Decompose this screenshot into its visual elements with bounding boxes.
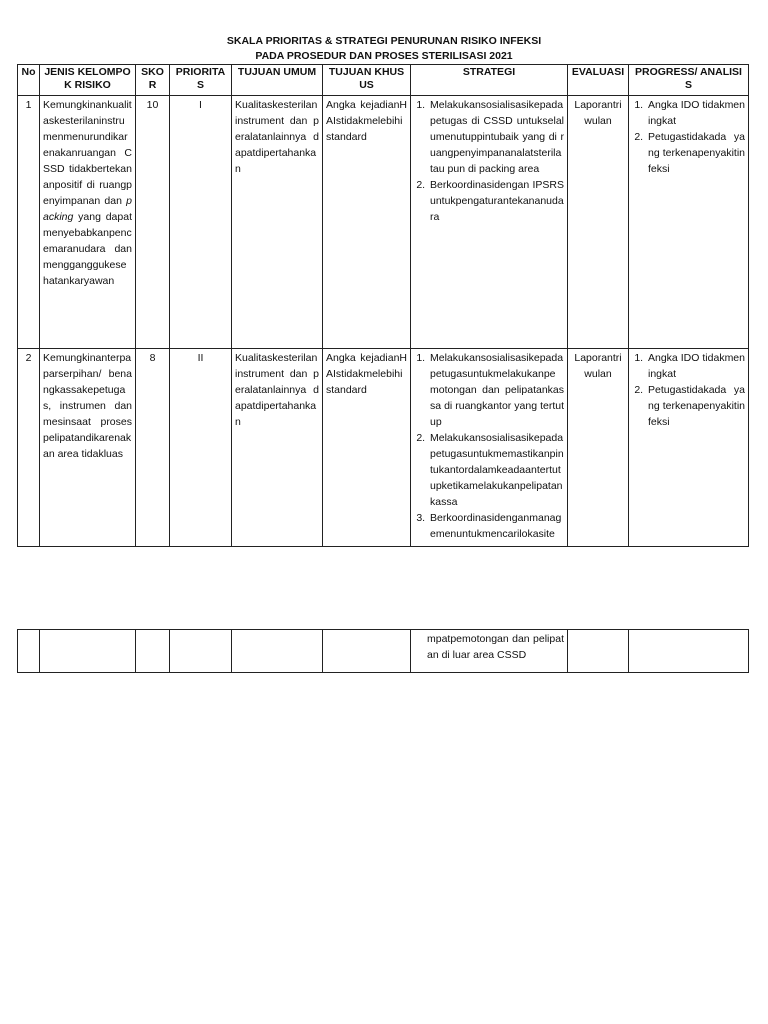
strategi-item: 1. Melakukansosialisasikepadapetugasuntukmelakukanpemotongan dan pelipatankassa di ruangkantor yang tertutup xyxy=(428,350,564,430)
progress-list xyxy=(632,350,745,430)
strategi-item: 2. Melakukansosialisasikepadapetugasuntukmemastikanpintukantordalamkeadaantertutupketikamelakukanpelipatankassa xyxy=(428,430,564,510)
jenis-text-cont: yang dapatmenyebabkanpencemaranudara dan mengganggukesehatankaryawan xyxy=(43,211,132,287)
document-title xyxy=(0,34,768,64)
cell-strategi: mpatpemotongan dan pelipatan di luar area CSSD xyxy=(411,630,568,673)
cell-tujuan-khusus: Angka kejadianHAIstidakmelebihi standard xyxy=(323,349,411,547)
cell-jenis-kelompok-risiko xyxy=(40,96,136,349)
cell-evaluasi: Laporantriwulan xyxy=(568,349,629,547)
cell-skor xyxy=(136,630,170,673)
cell-evaluasi: Laporantriwulan xyxy=(568,96,629,349)
cell-progress-analisis xyxy=(629,96,749,349)
header-jenis-kelompok-risiko: JENIS KELOMPOK RISIKO xyxy=(40,65,136,96)
cell-strategi xyxy=(411,349,568,547)
cell-progress-analisis xyxy=(629,349,749,547)
cell-tujuan-umum xyxy=(232,630,323,673)
strategi-item: 3. Berkoordinasidenganmanagemenuntukmencarilokasite xyxy=(428,510,564,542)
header-evaluasi: EVALUASI xyxy=(568,65,629,96)
cell-skor: 8 xyxy=(136,349,170,547)
cell-no: 2 xyxy=(18,349,40,547)
strategi-item: 1. Melakukansosialisasikepadapetugas di CSSD untukselalumenutuppintubaik yang di ruangpenyimpananalatsterilatau pun di packing area xyxy=(428,97,564,177)
cell-tujuan-umum: Kualitaskesterilan instrument dan peralatanlainnya dapatdipertahankan xyxy=(232,349,323,547)
header-progress-analisis: PROGRESS/ ANALISIS xyxy=(629,65,749,96)
header-skor: SKOR xyxy=(136,65,170,96)
cell-prioritas: II xyxy=(170,349,232,547)
cell-jenis-kelompok-risiko: Kemungkinanterpaparserpihan/ benangkassakepetugas, instrumen dan mesinsaat proses pelipatandikarenakan area tidakluas xyxy=(40,349,136,547)
title-line-1: SKALA PRIORITAS & STRATEGI PENURUNAN RISIKO INFEKSI xyxy=(226,35,542,47)
jenis-text: Kemungkinankualitaskesterilaninstrumenmenurundikarenakanruangan CSSD tidakbertekananpositif di ruangpenyimpanan dan xyxy=(43,99,132,207)
cell-no xyxy=(18,630,40,673)
strategi-list xyxy=(414,350,564,542)
cell-prioritas xyxy=(170,630,232,673)
cell-tujuan-khusus: Angka kejadianHAIstidakmelebihi standard xyxy=(323,96,411,349)
cell-strategi xyxy=(411,96,568,349)
strategi-item: 2. Berkoordinasidengan IPSRS untukpengaturantekananudara xyxy=(428,177,564,225)
cell-no: 1 xyxy=(18,96,40,349)
cell-tujuan-umum: Kualitaskesterilan instrument dan peralatanlainnya dapatdipertahankan xyxy=(232,96,323,349)
title-line-2: PADA PROSEDUR DAN PROSES STERILISASI 2021 xyxy=(255,50,513,62)
header-tujuan-umum: TUJUAN UMUM xyxy=(232,65,323,96)
table-row xyxy=(18,630,749,673)
table-row xyxy=(18,349,749,547)
progress-item: 1. Angka IDO tidakmeningkat xyxy=(646,350,745,382)
cell-skor: 10 xyxy=(136,96,170,349)
header-strategi: STRATEGI xyxy=(411,65,568,96)
cell-jenis-kelompok-risiko xyxy=(40,630,136,673)
progress-list xyxy=(632,97,745,177)
jenis-italic-text: packing xyxy=(43,195,132,223)
cell-progress-analisis xyxy=(629,630,749,673)
risk-table-continuation xyxy=(17,629,749,673)
progress-item: 1. Angka IDO tidakmeningkat xyxy=(646,97,745,129)
table-row xyxy=(18,96,749,349)
header-row xyxy=(18,65,749,96)
cell-prioritas: I xyxy=(170,96,232,349)
header-prioritas: PRIORITAS xyxy=(170,65,232,96)
strategi-list xyxy=(414,97,564,225)
header-no: No xyxy=(18,65,40,96)
cell-tujuan-khusus xyxy=(323,630,411,673)
risk-priority-table xyxy=(17,64,749,547)
header-tujuan-khusus: TUJUAN KHUSUS xyxy=(323,65,411,96)
progress-item: 2. Petugastidakada yang terkenapenyakitinfeksi xyxy=(646,382,745,430)
cell-evaluasi xyxy=(568,630,629,673)
progress-item: 2. Petugastidakada yang terkenapenyakitinfeksi xyxy=(646,129,745,177)
